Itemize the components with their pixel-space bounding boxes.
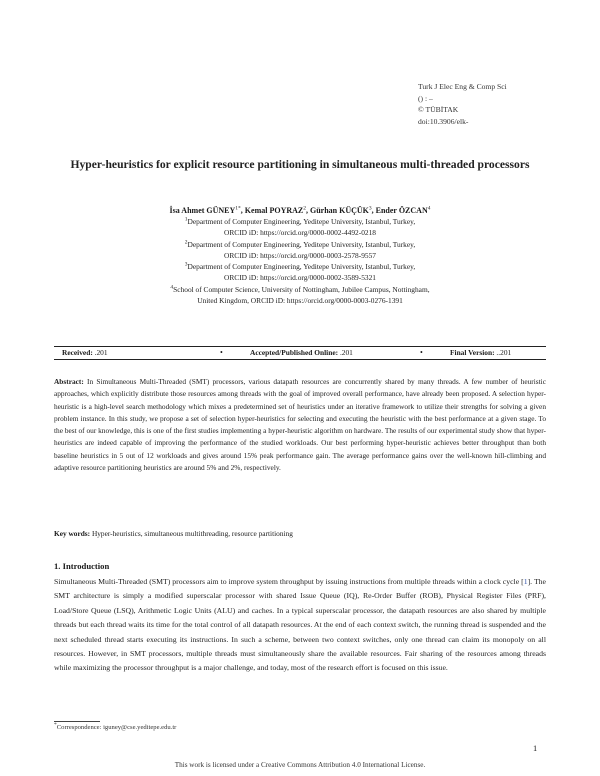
received-date — [62, 347, 108, 359]
affiliation — [80, 239, 520, 250]
author-list — [60, 205, 540, 216]
affiliation-sup: 3 — [184, 261, 188, 268]
final-date — [450, 347, 511, 359]
author-3-sup: 3 — [368, 205, 372, 212]
section-title: 1. Introduction — [54, 561, 110, 571]
author-sep: , — [305, 206, 310, 215]
affiliation-orcid: ORCID iD: https://orcid.org/0000-0002-4492-0218 — [224, 228, 376, 238]
affiliation-sup: 2 — [184, 239, 188, 246]
affiliation-orcid: ORCID iD: https://orcid.org/0000-0003-2578-9557 — [224, 250, 376, 260]
journal-volume: () : – — [418, 93, 433, 103]
date-bullet: • — [420, 348, 423, 357]
intro-text-2: ]. The SMT architecture is simply a modified superscalar processor with shared Issue Queue (IQ), Re-Order Buffer (ROB), Physical Register Files (PRF), Load/Store Queue (LSQ), Arithmetic Logic Units (ALU) and caches. In a typical superscalar processor, the datapath resources are also shared by multiple threads but each thread waits its time for the total control of all datapath resources. At the end of each context switch, the running thread is suspended and the next scheduled thread starts executing its instructions. In such a scheme, between two context switches, only one thread can claim its monopoly on all resources. However, in SMT processors, multiple threads must simultaneously share the available resources. Fair sharing of the resources among threads while maximizing the processor throughput is a major challenge, and today, most of the research effort is focused on this issue. — [54, 577, 546, 673]
author-1-sup: 1* — [235, 205, 241, 212]
received-label: Received: — [62, 348, 93, 357]
abstract — [54, 376, 546, 474]
author-4-sup: 4 — [427, 205, 431, 212]
affiliation-sup: 1 — [184, 216, 188, 223]
accepted-label: Accepted/Published Online: — [250, 348, 339, 357]
dates-bar — [54, 346, 546, 360]
abstract-label: Abstract: — [54, 377, 84, 386]
paper-title: Hyper-heuristics for explicit resource partitioning in simultaneous multi-threaded processors — [70, 158, 530, 171]
author-2-sup: 2 — [303, 205, 306, 212]
affiliation-line: Department of Computer Engineering, Yeditepe University, Istanbul, Turkey, — [187, 239, 416, 249]
keywords-label: Key words: — [54, 529, 91, 538]
page-number: 1 — [533, 744, 538, 753]
intro-text-1: Simultaneous Multi-Threaded (SMT) processors aim to improve system throughput by issuing instructions from multiple threads within a clock cycle [ — [54, 577, 524, 586]
affiliation-line: School of Computer Science, University of Nottingham, Jubilee Campus, Nottingham, — [173, 284, 430, 294]
abstract-text: In Simultaneous Multi-Threaded (SMT) processors, various datapath resources are concurrently shared by many threads. A few number of heuristic approaches, which explicitly distribute those resources among threads with the goal of improved overall performance, have already been proposed. A selection hyper-heuristic is a high-level search methodology which mixes a predetermined set of heuristics under an iterative framework to utilize their strengths for solving a given problem instance. In this study, we propose a set of selection hyper-heuristics for selecting and executing the heuristic with the best performance at a given stage. To the best of our knowledge, this is one of the first studies implementing a hyper-heuristic algorithm on hardware. The results of our experimental study show that hyper-heuristics are indeed capable of improving the performance of the studied workloads. Our best performing hyper-heuristic achieves better throughput than both baseline heuristics in 5 out of 12 workloads and gives around 15% peak performance gain. The average performance gains over the well-known hill-climbing and adaptive resource partitioning heuristics are around 5% and 2%, respectively. — [54, 377, 546, 473]
footnote-rule — [54, 721, 100, 722]
citation-link[interactable]: 1 — [523, 577, 528, 586]
correspondence-email[interactable]: iguney@cse.yeditepe.edu.tr — [103, 724, 177, 731]
affiliation-orcid: United Kingdom, ORCID iD: https://orcid.org/0000-0003-0276-1391 — [197, 296, 403, 306]
journal-doi: doi:10.3906/elk- — [418, 116, 469, 126]
author-sep: , — [371, 206, 376, 215]
author-sep: , — [240, 206, 245, 215]
affiliation — [80, 261, 520, 272]
introduction-paragraph — [54, 575, 546, 676]
keywords-text: Hyper-heuristics, simultaneous multithreading, resource partitioning — [91, 529, 293, 538]
footnote-label: Correspondence: — [56, 724, 102, 731]
footnote — [54, 721, 177, 731]
affiliation-sup: 4 — [170, 284, 174, 291]
footnote-mark: * — [54, 721, 57, 728]
author-3: Gürhan KÜÇÜK — [309, 206, 369, 215]
accepted-value: .201 — [339, 348, 353, 357]
affiliation — [80, 216, 520, 227]
affiliation-line: Department of Computer Engineering, Yeditepe University, Istanbul, Turkey, — [187, 217, 416, 226]
author-1: İsa Ahmet GÜNEY — [169, 206, 236, 215]
author-2: Kemal POYRAZ — [244, 206, 304, 215]
affiliation-line: Department of Computer Engineering, Yeditepe University, Istanbul, Turkey, — [187, 262, 416, 272]
journal-publisher: © TÜBİTAK — [418, 105, 459, 114]
author-4: Ender ÖZCAN — [375, 206, 428, 215]
received-value: .201 — [94, 348, 108, 357]
affiliation — [80, 284, 520, 295]
final-value: ..201 — [496, 348, 512, 357]
journal-name: Turk J Elec Eng & Comp Sci — [418, 82, 507, 91]
final-label: Final Version: — [450, 348, 495, 357]
keywords — [54, 528, 546, 539]
affiliation-orcid: ORCID iD: https://orcid.org/0000-0002-3589-5321 — [224, 273, 376, 283]
journal-header — [418, 81, 588, 127]
accepted-date — [250, 347, 353, 359]
license-text: This work is licensed under a Creative Commons Attribution 4.0 International License. — [174, 761, 426, 769]
affiliations — [80, 216, 520, 306]
date-bullet: • — [220, 348, 223, 357]
